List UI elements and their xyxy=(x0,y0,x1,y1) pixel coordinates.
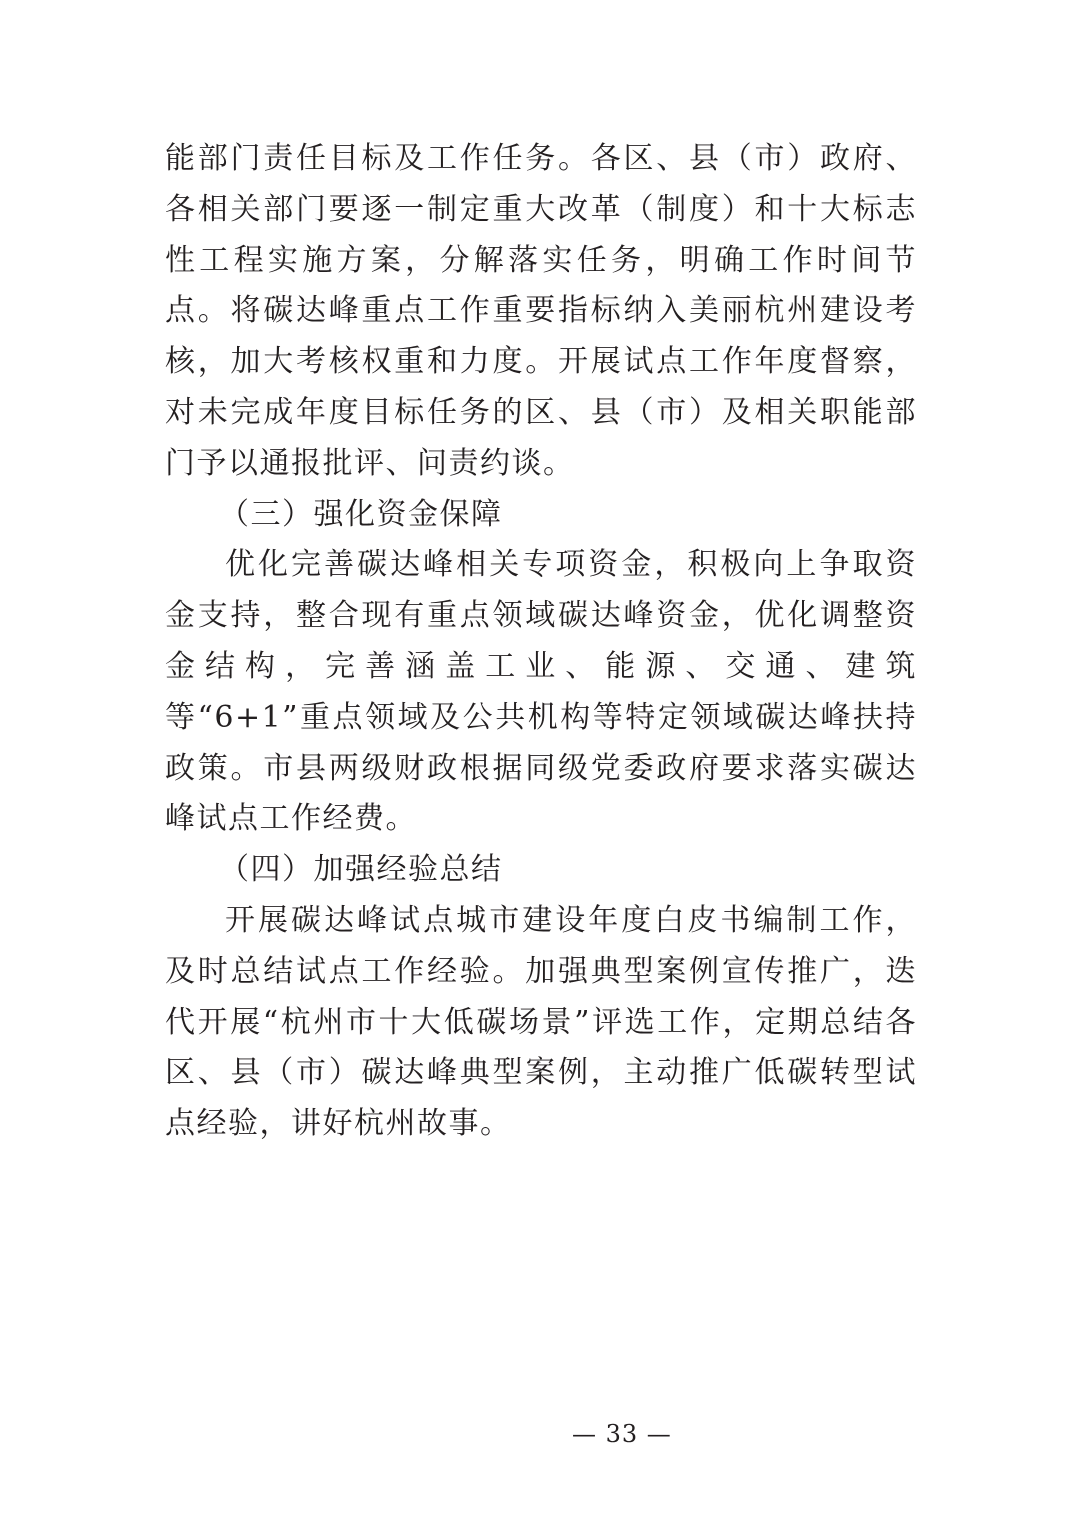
document-body xyxy=(165,134,917,1150)
section-heading-experience: （四）加强经验总结 xyxy=(219,852,503,888)
paragraph-funding: 优化完善碳达峰相关专项资金，积极向上争取资金支持，整合现有重点领域碳达峰资金，优化调整资金结构，完善涵盖工业、能源、交通、建筑等“6+1”重点领域及公共机构等特定领域碳达峰扶持政策。市县两级财政根据同级党委政府要求落实碳达峰试点工作经费。 xyxy=(165,547,917,837)
page-number: — 33 — xyxy=(572,1420,672,1448)
paragraph-experience: 开展碳达峰试点城市建设年度白皮书编制工作，及时总结试点工作经验。加强典型案例宣传推广，迭代开展“杭州市十大低碳场景”评选工作，定期总结各区、县（市）碳达峰典型案例，主动推广低碳转型试点经验，讲好杭州故事。 xyxy=(165,902,917,1142)
paragraph-responsibilities: 能部门责任目标及工作任务。各区、县（市）政府、各相关部门要逐一制定重大改革（制度）和十大标志性工程实施方案，分解落实任务，明确工作时间节点。将碳达峰重点工作重要指标纳入美丽杭州建设考核，加大考核权重和力度。开展试点工作年度督察，对未完成年度目标任务的区、县（市）及相关职能部门予以通报批评、问责约谈。 xyxy=(165,141,917,481)
section-heading-funding: （三）强化资金保障 xyxy=(219,496,503,532)
